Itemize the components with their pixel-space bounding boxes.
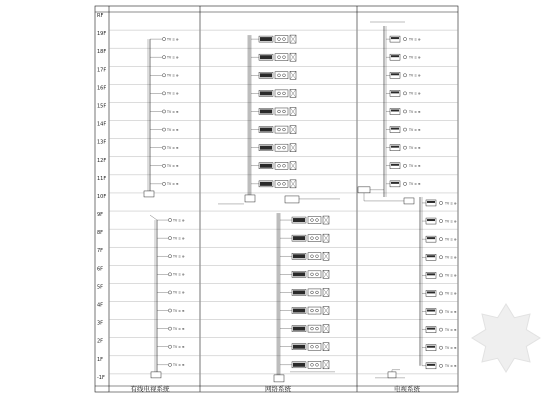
floor-label: -1F <box>97 374 105 381</box>
port-icon <box>278 128 281 131</box>
floor-label: 4F <box>97 302 104 309</box>
outlet-label: TV ≡ ⊕ <box>409 91 421 96</box>
switch-unit <box>259 53 296 61</box>
floor-label: 15F <box>97 103 107 110</box>
floor-label: 13F <box>97 139 107 146</box>
tap-label-bar <box>391 182 399 184</box>
floor-label: 8F <box>97 230 104 237</box>
splitter-icon <box>168 363 171 366</box>
floor-label-column <box>97 13 106 381</box>
splitter-icon <box>403 56 406 59</box>
tap-label-bar <box>391 37 399 39</box>
tap-label-bar <box>427 237 435 239</box>
splitter-icon <box>168 273 171 276</box>
outlet-label: TV ≡ ⊕ <box>173 308 185 313</box>
patch-panel <box>308 253 321 260</box>
floor-label: 11F <box>97 175 107 182</box>
splitter-icon <box>439 310 442 313</box>
outlet-label: TV ≡ ⊕ <box>445 364 457 369</box>
outlet-label: TV ≡ ⊕ <box>409 109 421 114</box>
outlet-label: TV ≡ ⊕ <box>409 37 421 42</box>
outlet-label: TV ≡ ⊕ <box>167 127 179 132</box>
amplifier-box <box>404 198 414 204</box>
port-icon <box>316 273 319 276</box>
distribution-box <box>274 375 284 382</box>
tap-label-bar <box>391 146 399 148</box>
switch-unit <box>259 89 296 97</box>
port-icon <box>311 273 314 276</box>
port-icon <box>311 291 314 294</box>
outlet-label: TV ≡ ⊕ <box>445 255 457 260</box>
switch-ports <box>293 290 305 294</box>
switch-ports <box>260 109 272 113</box>
panel-title: 有线电视系统 <box>130 385 170 394</box>
splitter-icon <box>168 345 171 348</box>
port-icon <box>316 219 319 222</box>
outlet-label: TV ≡ ⊕ <box>409 55 421 60</box>
outlet-label: TV ≡ ⊕ <box>167 55 179 60</box>
splitter-icon <box>439 238 442 241</box>
switch-unit <box>292 288 329 296</box>
switch-unit <box>259 180 296 188</box>
outlet-label: TV ≡ ⊕ <box>167 145 179 150</box>
port-icon <box>278 146 281 149</box>
switch-ports <box>260 37 272 41</box>
tap-label-bar <box>391 91 399 93</box>
switch-unit <box>292 234 329 242</box>
floor-label: 6F <box>97 266 104 273</box>
outlet-label: TV ≡ ⊕ <box>173 290 185 295</box>
switch-unit <box>292 270 329 278</box>
splitter-icon <box>403 37 406 40</box>
port-icon <box>316 327 319 330</box>
floor-label: RF <box>97 13 104 19</box>
tap-label-bar <box>427 364 435 366</box>
tap-label-bar <box>427 255 435 257</box>
outlet-label: TV ≡ ⊕ <box>173 218 185 223</box>
tap-label-bar <box>427 219 435 221</box>
tv-riser <box>358 22 457 378</box>
panel-title: 电视系统 <box>394 385 420 394</box>
switch-unit <box>259 35 296 43</box>
splitter-icon <box>439 274 442 277</box>
patch-panel <box>275 54 288 61</box>
splitter-icon <box>162 110 165 113</box>
switch-ports <box>260 164 272 168</box>
outlet-label: TV ≡ ⊕ <box>445 327 457 332</box>
headend-box <box>388 372 396 378</box>
outlet-label: TV ≡ ⊕ <box>445 219 457 224</box>
outlet-label: TV ≡ ⊕ <box>409 145 421 150</box>
splitter-icon <box>162 56 165 59</box>
switch-ports <box>293 236 305 240</box>
splitter-icon <box>439 364 442 367</box>
splitter-icon <box>162 182 165 185</box>
network-riser <box>218 35 340 382</box>
port-icon <box>316 237 319 240</box>
tv-outlet-unit <box>426 309 457 315</box>
port-icon <box>278 56 281 59</box>
port-icon <box>316 291 319 294</box>
switch-ports <box>260 91 272 95</box>
switch-ports <box>293 218 305 222</box>
switch-unit <box>292 343 329 351</box>
tv-outlet-unit <box>426 345 457 351</box>
outlet-label: TV ≡ ⊕ <box>167 109 179 114</box>
tap-label-bar <box>427 328 435 330</box>
floor-label: 3F <box>97 320 104 327</box>
amplifier-box <box>144 191 154 197</box>
switch-ports <box>260 182 272 186</box>
floor-label: 18F <box>97 49 107 56</box>
panel-title: 网络系统 <box>265 385 291 394</box>
outlet-label: TV ≡ ⊕ <box>173 236 185 241</box>
port-icon <box>316 345 319 348</box>
floor-label: 17F <box>97 67 107 74</box>
splitter-icon <box>403 182 406 185</box>
outlet-label: TV ≡ ⊕ <box>445 309 457 314</box>
patch-panel <box>308 343 321 350</box>
splitter-icon <box>168 291 171 294</box>
floor-label: 10F <box>97 193 107 200</box>
switch-unit <box>292 325 329 333</box>
outlet-label: TV ≡ ⊕ <box>167 164 179 169</box>
port-icon <box>311 345 314 348</box>
switch-ports <box>293 309 305 313</box>
outlet-label: TV ≡ ⊕ <box>167 91 179 96</box>
tv-outlet-unit <box>426 200 457 206</box>
splitter-icon <box>403 128 406 131</box>
patch-panel <box>308 307 321 314</box>
patch-panel <box>275 72 288 79</box>
switch-ports <box>260 73 272 77</box>
tv-outlet-unit <box>426 327 457 333</box>
switch-ports <box>260 146 272 150</box>
star-shape <box>472 304 540 372</box>
tv-outlet-unit <box>426 218 457 224</box>
floor-label: 2F <box>97 338 104 345</box>
splitter-icon <box>403 110 406 113</box>
switch-unit <box>259 107 296 115</box>
feed-line <box>392 370 400 372</box>
switch-unit <box>259 71 296 79</box>
outlet-label: TV ≡ ⊕ <box>167 73 179 78</box>
floor-label: 1F <box>97 356 104 363</box>
port-icon <box>283 56 286 59</box>
switch-unit <box>292 216 329 224</box>
port-icon <box>278 182 281 185</box>
tap-label-bar <box>427 291 435 293</box>
switch-ports <box>293 363 305 367</box>
switch-ports <box>293 327 305 331</box>
tap-label-bar <box>391 73 399 75</box>
splitter-icon <box>403 74 406 77</box>
splitter-icon <box>168 218 171 221</box>
star-watermark-icon <box>472 304 540 372</box>
patch-panel <box>308 217 321 224</box>
outlet-label: TV ≡ ⊕ <box>445 237 457 242</box>
port-icon <box>278 38 281 41</box>
port-icon <box>311 363 314 366</box>
splitter-icon <box>439 328 442 331</box>
patch-panel <box>308 271 321 278</box>
splitter-icon <box>162 164 165 167</box>
switch-ports <box>260 55 272 59</box>
outlet-label: TV ≡ ⊕ <box>445 346 457 351</box>
port-icon <box>283 182 286 185</box>
splitter-icon <box>162 146 165 149</box>
switch-unit <box>292 307 329 315</box>
splitter-icon <box>168 237 171 240</box>
switch-unit <box>292 361 329 369</box>
patch-panel <box>308 361 321 368</box>
port-icon <box>283 164 286 167</box>
floor-label: 16F <box>97 85 107 92</box>
tap-label-bar <box>427 346 435 348</box>
patch-panel <box>308 235 321 242</box>
splitter-icon <box>403 146 406 149</box>
switch-unit <box>259 162 296 170</box>
splitter-icon <box>162 37 165 40</box>
tv-outlet-unit <box>390 36 421 42</box>
port-icon <box>283 92 286 95</box>
splitter-icon <box>439 219 442 222</box>
splitter-icon <box>439 256 442 259</box>
tap-label-bar <box>427 201 435 203</box>
tv-outlet-unit <box>426 254 457 260</box>
cable-tv-riser <box>144 37 185 378</box>
floor-label: 5F <box>97 284 104 291</box>
port-icon <box>311 327 314 330</box>
port-icon <box>283 38 286 41</box>
splitter-icon <box>162 74 165 77</box>
outlet-label: TV ≡ ⊕ <box>409 73 421 78</box>
tv-outlet-unit <box>426 363 457 369</box>
splitter-icon <box>162 92 165 95</box>
tv-outlet-unit <box>390 127 421 133</box>
outlet-label: TV ≡ ⊕ <box>409 127 421 132</box>
outlet-label: TV ≡ ⊕ <box>445 201 457 206</box>
switch-ports <box>293 345 305 349</box>
outlet-label: TV ≡ ⊕ <box>445 273 457 278</box>
switch-unit <box>259 126 296 134</box>
amplifier-box <box>151 372 161 378</box>
patch-panel <box>275 90 288 97</box>
tap-label-bar <box>391 128 399 130</box>
floor-label: 9F <box>97 212 104 219</box>
outlet-label: TV ≡ ⊕ <box>173 363 185 368</box>
port-icon <box>311 309 314 312</box>
outlet-label: TV ≡ ⊕ <box>167 37 179 42</box>
tv-outlet-unit <box>426 272 457 278</box>
patch-panel <box>308 289 321 296</box>
splitter-icon <box>439 346 442 349</box>
floor-label: 12F <box>97 157 107 164</box>
floor-label: 19F <box>97 31 107 38</box>
outlet-label: TV ≡ ⊕ <box>409 164 421 169</box>
switch-unit <box>259 144 296 152</box>
tv-outlet-unit <box>390 54 421 60</box>
tv-outlet-unit <box>426 290 457 296</box>
tv-outlet-unit <box>390 108 421 114</box>
switch-ports <box>260 128 272 132</box>
outlet-label: TV ≡ ⊕ <box>173 254 185 259</box>
splitter-icon <box>439 292 442 295</box>
tv-outlet-unit <box>390 145 421 151</box>
outlet-label: TV ≡ ⊕ <box>173 272 185 277</box>
tap-label-bar <box>391 164 399 166</box>
amplifier-box <box>358 187 370 193</box>
outlet-label: TV ≡ ⊕ <box>445 291 457 296</box>
outlet-label: TV ≡ ⊕ <box>409 182 421 187</box>
floor-label: 14F <box>97 121 107 128</box>
diagram-frame <box>95 6 458 392</box>
patch-panel <box>275 36 288 43</box>
feed-line <box>150 215 157 220</box>
switch-ports <box>293 272 305 276</box>
floor-gridlines <box>109 30 458 392</box>
port-icon <box>311 255 314 258</box>
tv-outlet-unit <box>390 163 421 169</box>
distribution-box <box>245 195 255 202</box>
splitter-icon <box>403 92 406 95</box>
outlet-label: TV ≡ ⊕ <box>167 182 179 187</box>
floor-switch <box>285 196 299 203</box>
port-icon <box>316 363 319 366</box>
patch-panel <box>275 162 288 169</box>
port-icon <box>283 110 286 113</box>
outer-border <box>95 6 458 392</box>
port-icon <box>283 146 286 149</box>
splitter-icon <box>168 255 171 258</box>
tv-outlet-unit <box>390 90 421 96</box>
floor-label: 7F <box>97 248 104 255</box>
port-icon <box>278 164 281 167</box>
patch-panel <box>275 126 288 133</box>
splitter-icon <box>439 201 442 204</box>
feed-line <box>364 193 406 201</box>
splitter-icon <box>168 327 171 330</box>
splitter-icon <box>162 128 165 131</box>
outlet-label: TV ≡ ⊕ <box>173 345 185 350</box>
port-icon <box>316 309 319 312</box>
tap-label-bar <box>391 55 399 57</box>
port-icon <box>283 74 286 77</box>
switch-ports <box>293 254 305 258</box>
tap-label-bar <box>391 109 399 111</box>
switch-unit <box>292 252 329 260</box>
tv-outlet-unit <box>426 236 457 242</box>
port-icon <box>283 128 286 131</box>
patch-panel <box>308 325 321 332</box>
splitter-icon <box>403 164 406 167</box>
port-icon <box>311 237 314 240</box>
patch-panel <box>275 144 288 151</box>
patch-panel <box>275 108 288 115</box>
port-icon <box>278 74 281 77</box>
port-icon <box>278 110 281 113</box>
splitter-icon <box>168 309 171 312</box>
outlet-label: TV ≡ ⊕ <box>173 326 185 331</box>
port-icon <box>311 219 314 222</box>
tv-outlet-unit <box>390 72 421 78</box>
tap-label-bar <box>427 273 435 275</box>
tap-label-bar <box>427 310 435 312</box>
port-icon <box>316 255 319 258</box>
port-icon <box>278 92 281 95</box>
tv-outlet-unit <box>390 181 421 187</box>
patch-panel <box>275 180 288 187</box>
